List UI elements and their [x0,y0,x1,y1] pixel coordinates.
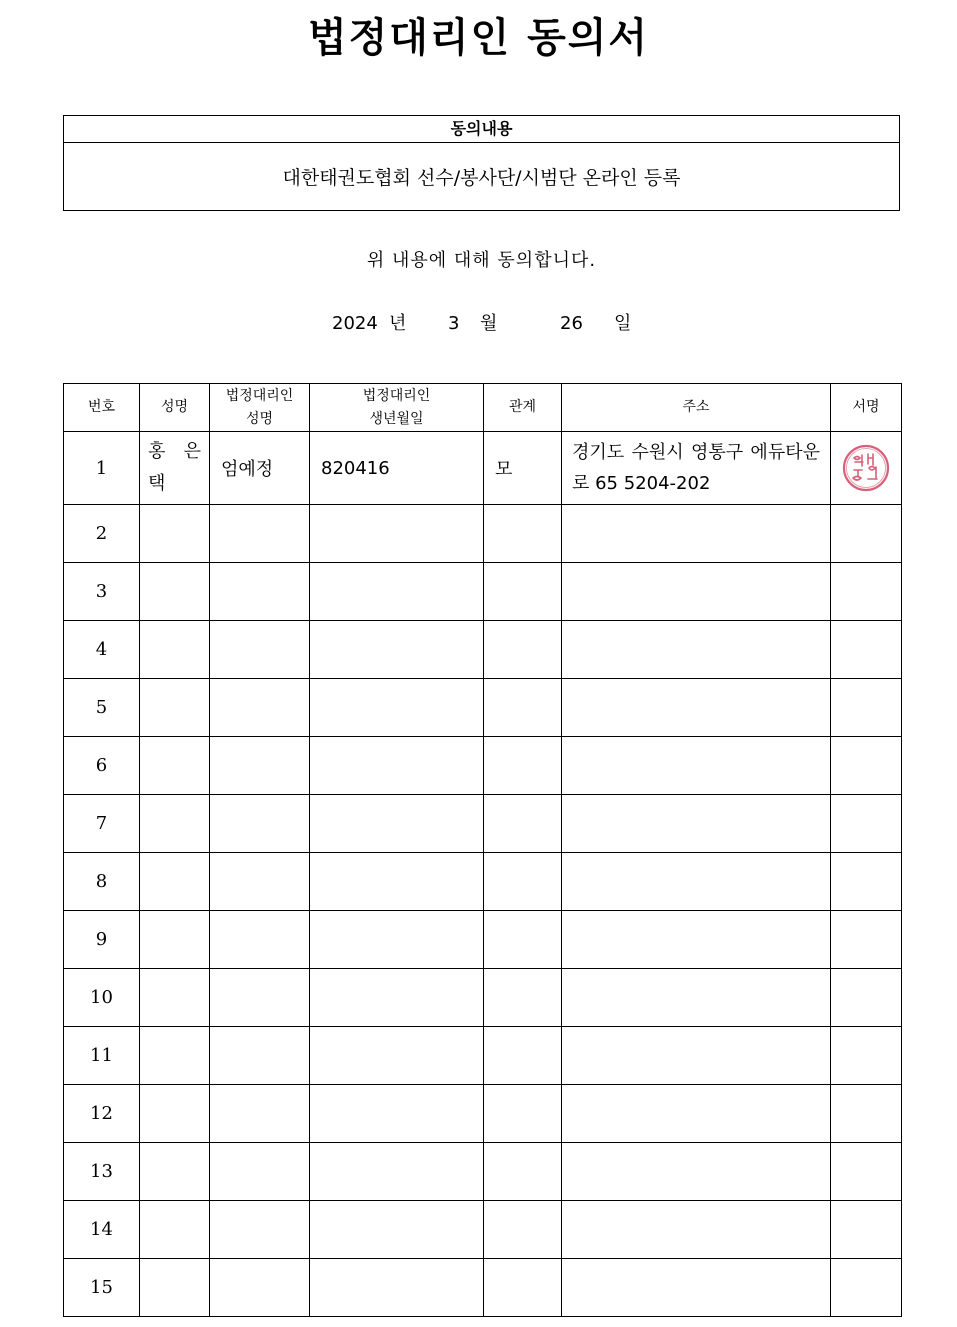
seal-stamp-icon [840,442,892,494]
row-guardian-birth [310,1027,484,1085]
row-signature [831,911,902,969]
row-signature [831,621,902,679]
table-row [64,1259,902,1317]
page-title: 법정대리인 동의서 [307,15,650,61]
row-guardian-birth [310,853,484,911]
row-guardian-name [210,621,310,679]
consent-box [63,115,900,211]
table-row [64,563,902,621]
row-relation [484,621,562,679]
table-row [64,432,902,505]
row-signature [831,969,902,1027]
row-number: 11 [64,1027,140,1085]
row-name [140,505,210,563]
row-name [140,1201,210,1259]
header-guardian-name [210,384,310,432]
row-number: 3 [64,563,140,621]
row-signature [831,505,902,563]
row-address [562,969,831,1027]
consent-text: 대한태권도협회 선수/봉사단/시범단 온라인 등록 [282,167,681,189]
row-guardian-name [210,1201,310,1259]
row-relation [484,911,562,969]
date-month-unit: 월 [480,313,498,334]
row-address [562,1259,831,1317]
row-guardian-birth [310,1259,484,1317]
header-address: 주소 [562,384,831,432]
row-number: 15 [64,1259,140,1317]
header-signature: 서명 [831,384,902,432]
row-signature [831,1027,902,1085]
row-relation: 모 [484,432,562,505]
row-guardian-birth [310,679,484,737]
row-signature [831,737,902,795]
row-relation [484,1085,562,1143]
row-number: 13 [64,1143,140,1201]
table-row [64,1085,902,1143]
row-signature [831,853,902,911]
row-address [562,1143,831,1201]
date-year-unit: 년 [389,313,407,334]
row-signature [831,432,902,505]
row-name [140,737,210,795]
row-relation [484,563,562,621]
row-guardian-name [210,969,310,1027]
row-name [140,1027,210,1085]
row-name [140,1085,210,1143]
table-row [64,795,902,853]
row-relation [484,1143,562,1201]
row-signature [831,1085,902,1143]
row-guardian-birth [310,1201,484,1259]
header-guardian-birth [310,384,484,432]
row-number: 10 [64,969,140,1027]
header-guardian-name-line1: 법정대리인 [225,387,294,404]
row-address: 경기도 수원시 영통구 에듀타운로 65 5204-202 [562,432,831,505]
row-name [140,1259,210,1317]
row-name [140,621,210,679]
row-relation [484,969,562,1027]
row-name [140,853,210,911]
date-year: 2024 [332,313,378,334]
table-row [64,969,902,1027]
row-address [562,505,831,563]
row-signature [831,679,902,737]
row-signature [831,795,902,853]
row-guardian-name [210,1143,310,1201]
row-address [562,621,831,679]
row-address [562,1201,831,1259]
table-row [64,1027,902,1085]
row-guardian-name [210,679,310,737]
row-signature [831,1143,902,1201]
header-guardian-name-line2: 성명 [245,410,274,427]
row-relation [484,505,562,563]
table-row [64,1143,902,1201]
row-name [140,969,210,1027]
row-guardian-birth [310,795,484,853]
row-address [562,563,831,621]
row-name [140,795,210,853]
row-guardian-name [210,1027,310,1085]
row-name [140,679,210,737]
date-day: 26 [560,313,583,334]
row-guardian-name [210,795,310,853]
row-name: 홍 은 택 [140,432,210,505]
row-number: 8 [64,853,140,911]
row-relation [484,1201,562,1259]
row-number: 7 [64,795,140,853]
row-guardian-name [210,1085,310,1143]
header-relation: 관계 [484,384,562,432]
row-relation [484,679,562,737]
row-guardian-birth [310,969,484,1027]
row-number: 14 [64,1201,140,1259]
row-number: 12 [64,1085,140,1143]
header-number: 번호 [64,384,140,432]
row-guardian-birth [310,505,484,563]
row-guardian-name [210,911,310,969]
row-address [562,911,831,969]
row-guardian-birth [310,1143,484,1201]
row-signature [831,563,902,621]
table-row [64,505,902,563]
row-number: 6 [64,737,140,795]
row-guardian-birth [310,563,484,621]
table-row [64,853,902,911]
agree-statement: 위 내용에 대해 동의합니다. [366,250,597,271]
row-relation [484,1259,562,1317]
table-row [64,911,902,969]
row-number: 1 [64,432,140,505]
table-row [64,737,902,795]
row-guardian-birth [310,621,484,679]
row-guardian-birth [310,911,484,969]
date-month: 3 [448,313,460,334]
table-row [64,679,902,737]
row-guardian-name [210,853,310,911]
guardian-table [63,383,902,1317]
row-guardian-name [210,563,310,621]
row-guardian-birth [310,1085,484,1143]
row-address [562,853,831,911]
row-address [562,1085,831,1143]
row-name [140,911,210,969]
table-header-row [64,384,902,432]
row-guardian-name [210,505,310,563]
row-address [562,1027,831,1085]
header-guardian-birth-line2: 생년월일 [369,410,424,427]
row-guardian-name [210,737,310,795]
table-row [64,621,902,679]
row-guardian-name: 엄예정 [210,432,310,505]
row-relation [484,737,562,795]
row-address [562,679,831,737]
row-name [140,563,210,621]
date-day-unit: 일 [614,313,632,334]
row-address [562,737,831,795]
row-number: 2 [64,505,140,563]
header-guardian-birth-line1: 법정대리인 [362,387,431,404]
row-relation [484,1027,562,1085]
consent-header: 동의내용 [64,116,899,143]
row-name [140,1143,210,1201]
row-relation [484,795,562,853]
row-relation [484,853,562,911]
row-guardian-birth [310,737,484,795]
row-number: 5 [64,679,140,737]
header-name: 성명 [140,384,210,432]
row-signature [831,1201,902,1259]
row-number: 4 [64,621,140,679]
row-number: 9 [64,911,140,969]
row-address [562,795,831,853]
row-guardian-name [210,1259,310,1317]
row-signature [831,1259,902,1317]
row-guardian-birth: 820416 [310,432,484,505]
table-row [64,1201,902,1259]
